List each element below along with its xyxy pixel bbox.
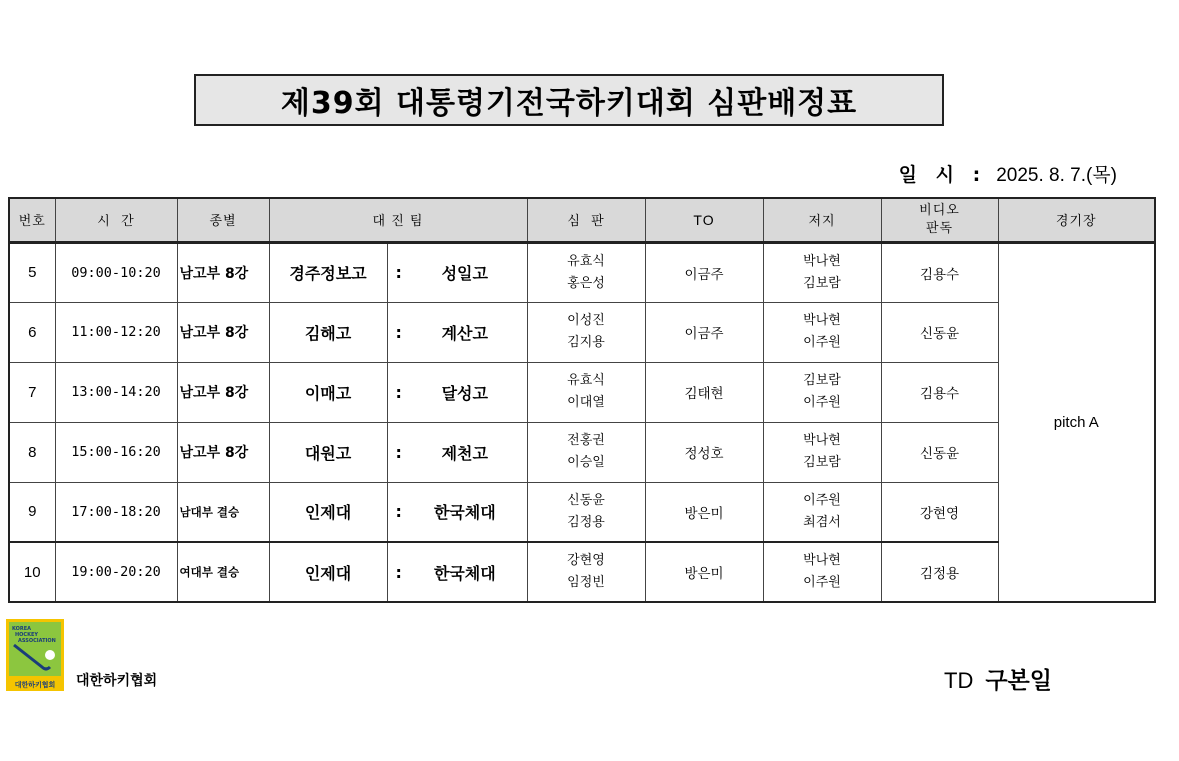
logo-text-line1: KOREA <box>12 626 32 632</box>
team-b: 제천고 <box>403 422 527 482</box>
recorder-name: 이주원 <box>803 492 841 508</box>
match-number: 10 <box>9 542 55 602</box>
video-name: 김용수 <box>881 242 998 302</box>
team-a: 경주정보고 <box>269 242 387 302</box>
recorder-name: 박나현 <box>803 313 841 328</box>
recorder-cell <box>763 542 881 602</box>
referee-cell <box>527 302 645 362</box>
recorder-name: 김보람 <box>803 275 841 291</box>
video-name: 신동윤 <box>881 422 998 482</box>
video-name: 신동윤 <box>881 302 998 362</box>
match-time: 13:00-14:20 <box>55 362 177 422</box>
date-label: 일 시 : <box>898 164 987 186</box>
recorder-name: 이주원 <box>803 395 841 410</box>
referee-cell <box>527 242 645 302</box>
referee-name: 이승일 <box>567 455 605 470</box>
referee-schedule-table <box>8 197 1156 603</box>
table-row <box>9 242 1155 302</box>
header-referee: 심 판 <box>527 198 645 242</box>
date-value: 2025. 8. 7.(목) <box>996 165 1117 186</box>
technical-delegate <box>944 662 1052 695</box>
referee-cell <box>527 422 645 482</box>
team-a: 김해고 <box>269 302 387 362</box>
match-category: 남고부 8강 <box>177 422 269 482</box>
versus-colon: : <box>387 422 403 482</box>
recorder-name: 박나현 <box>803 553 841 568</box>
td-name: 구본일 <box>985 668 1052 694</box>
team-b: 한국체대 <box>403 482 527 542</box>
recorder-cell <box>763 302 881 362</box>
recorder-name: 김보람 <box>803 455 841 470</box>
organization-name: 대한하키협회 <box>76 673 158 689</box>
referee-cell <box>527 542 645 602</box>
logo-text-line3: ASSOCIATION <box>18 638 56 644</box>
referee-cell <box>527 482 645 542</box>
header-category: 종별 <box>177 198 269 242</box>
match-number: 9 <box>9 482 55 542</box>
recorder-cell <box>763 482 881 542</box>
logo-caption: 대한하키협회 <box>14 681 56 689</box>
table-row <box>9 422 1155 482</box>
referee-name: 강현영 <box>567 553 605 568</box>
date-line <box>899 160 1117 187</box>
table-row <box>9 542 1155 602</box>
match-category: 남대부 결승 <box>177 482 269 542</box>
referee-name: 전홍권 <box>567 433 605 448</box>
match-number: 5 <box>9 242 55 302</box>
match-category: 남고부 8강 <box>177 302 269 362</box>
match-number: 7 <box>9 362 55 422</box>
video-name: 김용수 <box>881 362 998 422</box>
video-name: 김정용 <box>881 542 998 602</box>
header-recorder: 저지 <box>763 198 881 242</box>
recorder-cell <box>763 362 881 422</box>
team-b: 한국체대 <box>403 542 527 602</box>
match-category: 남고부 8강 <box>177 242 269 302</box>
header-video-line2: 판독 <box>925 220 954 236</box>
hockey-ball-icon <box>45 650 55 660</box>
match-time: 17:00-18:20 <box>55 482 177 542</box>
to-name: 이금주 <box>645 242 763 302</box>
versus-colon: : <box>387 302 403 362</box>
to-name: 이금주 <box>645 302 763 362</box>
header-video <box>881 198 998 242</box>
to-name: 방은미 <box>645 542 763 602</box>
versus-colon: : <box>387 542 403 602</box>
team-a: 대원고 <box>269 422 387 482</box>
to-name: 정성호 <box>645 422 763 482</box>
title-box <box>194 74 944 126</box>
video-name: 강현영 <box>881 482 998 542</box>
match-number: 8 <box>9 422 55 482</box>
team-b: 계산고 <box>403 302 527 362</box>
to-name: 방은미 <box>645 482 763 542</box>
referee-cell <box>527 362 645 422</box>
referee-name: 유효식 <box>567 373 605 388</box>
versus-colon: : <box>387 242 403 302</box>
header-venue: 경기장 <box>998 198 1155 242</box>
team-b: 성일고 <box>403 242 527 302</box>
match-category: 남고부 8강 <box>177 362 269 422</box>
header-number: 번호 <box>9 198 55 242</box>
referee-name: 임정빈 <box>567 575 605 590</box>
korea-hockey-association-logo <box>6 619 64 691</box>
header-row <box>9 198 1155 242</box>
team-a: 인제대 <box>269 482 387 542</box>
referee-name: 홍은성 <box>567 275 605 291</box>
venue-cell: pitch A <box>998 242 1155 602</box>
header-time: 시 간 <box>55 198 177 242</box>
recorder-name: 박나현 <box>803 433 841 448</box>
recorder-cell <box>763 422 881 482</box>
table-row <box>9 362 1155 422</box>
header-to: TO <box>645 198 763 242</box>
match-time: 11:00-12:20 <box>55 302 177 362</box>
logo-text-line2: HOCKEY <box>15 632 39 638</box>
referee-name: 유효식 <box>567 253 605 269</box>
to-name: 김태현 <box>645 362 763 422</box>
referee-name: 김정용 <box>567 514 605 530</box>
match-time: 19:00-20:20 <box>55 542 177 602</box>
header-matchup: 대 진 팀 <box>269 198 527 242</box>
match-time: 09:00-10:20 <box>55 242 177 302</box>
recorder-name: 이주원 <box>803 335 841 350</box>
match-number: 6 <box>9 302 55 362</box>
team-b: 달성고 <box>403 362 527 422</box>
table-row <box>9 302 1155 362</box>
td-label: TD <box>944 668 974 693</box>
recorder-name: 박나현 <box>803 253 841 269</box>
referee-name: 이성진 <box>567 313 605 328</box>
page-title: 제39회 대통령기전국하키대회 심판배정표 <box>280 86 858 121</box>
match-category: 여대부 결승 <box>177 542 269 602</box>
recorder-name: 김보람 <box>803 373 841 388</box>
header-video-line1: 비디오 <box>919 202 960 218</box>
recorder-name: 이주원 <box>803 575 841 590</box>
team-a: 이매고 <box>269 362 387 422</box>
referee-name: 이대열 <box>567 395 605 410</box>
recorder-name: 최겸서 <box>803 514 841 530</box>
recorder-cell <box>763 242 881 302</box>
referee-name: 신동윤 <box>567 492 605 508</box>
versus-colon: : <box>387 362 403 422</box>
match-time: 15:00-16:20 <box>55 422 177 482</box>
table-row <box>9 482 1155 542</box>
team-a: 인제대 <box>269 542 387 602</box>
referee-name: 김지용 <box>567 335 605 350</box>
versus-colon: : <box>387 482 403 542</box>
